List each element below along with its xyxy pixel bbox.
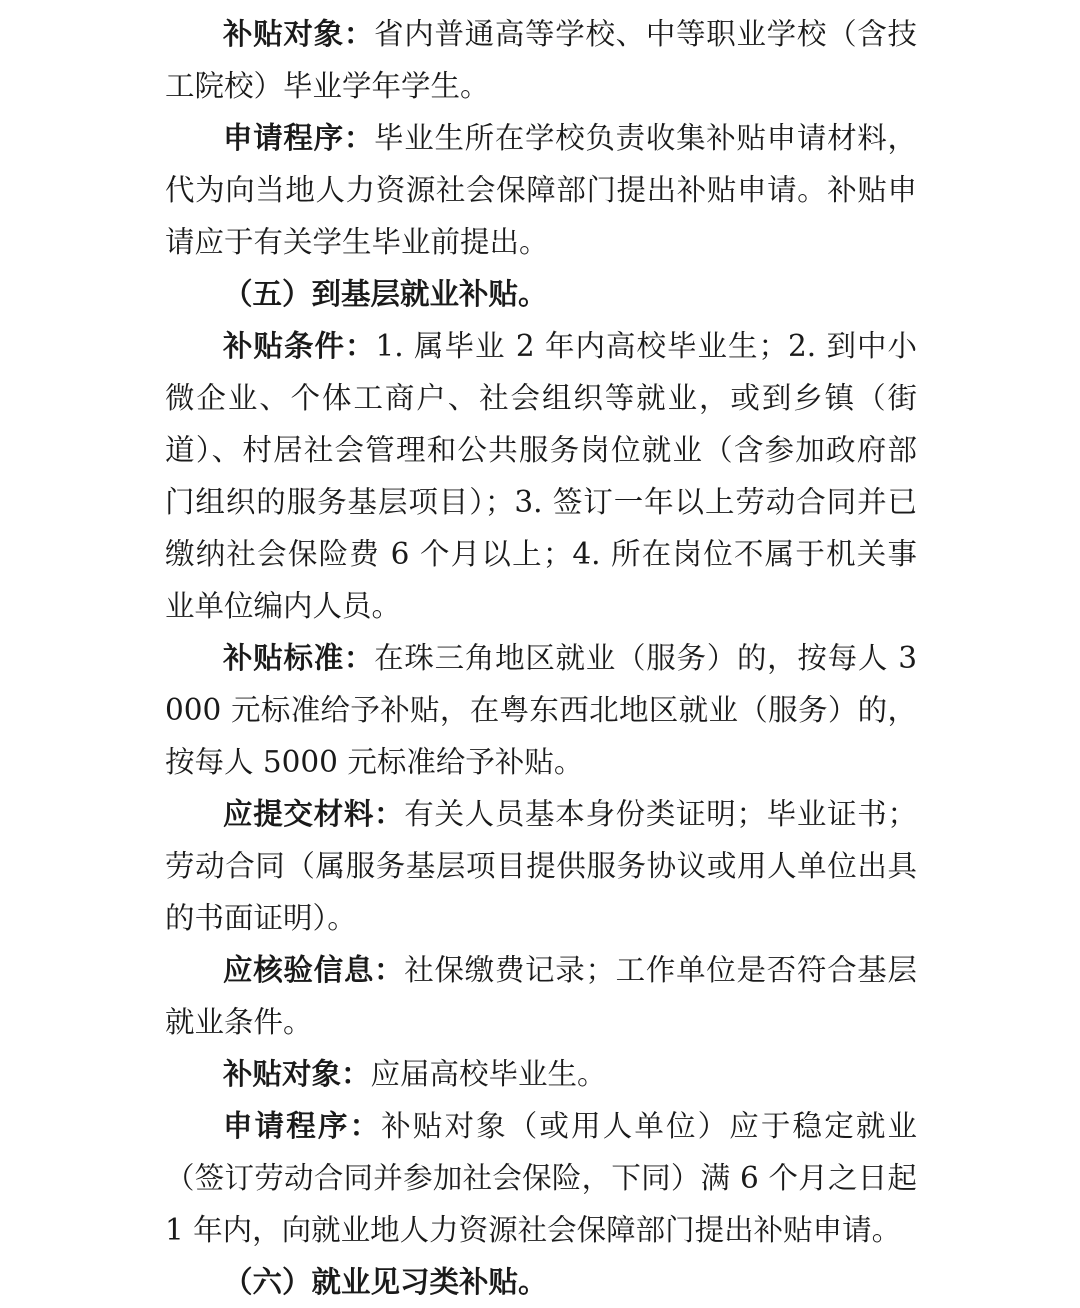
paragraph-text: 毕业生所在学校负责收集补贴申请材料，代为向当地人力资源社会保障部门提出补贴申请。补贴申请应于有关学生毕业前提出。: [165, 121, 917, 259]
paragraph-label: 申请程序：: [223, 121, 375, 155]
paragraph-label: 应核验信息：: [223, 953, 405, 987]
paragraph-text: 1. 属毕业 2 年内高校毕业生；2. 到中小微企业、个体工商户、社会组织等就业，或到乡镇（街道）、村居社会管理和公共服务岗位就业（含参加政府部门组织的服务基层项目）；3. 签订一年以上劳动合同并已缴纳社会保险费 6 个月以上；4. 所在岗位不属于机关事业单位编内人员。: [165, 329, 917, 623]
document-body: [165, 8, 917, 1308]
paragraph-subsidy-standard: [165, 632, 917, 788]
paragraph-subsidy-target: [165, 8, 917, 112]
paragraph-text: 补贴对象（或用人单位）应于稳定就业（签订劳动合同并参加社会保险，下同）满 6 个月之日起 1 年内，向就业地人力资源社会保障部门提出补贴申请。: [165, 1109, 917, 1247]
paragraph-text: 省内普通高等学校、中等职业学校（含技工院校）毕业学年学生。: [165, 17, 917, 103]
paragraph-text: 应届高校毕业生。: [370, 1057, 607, 1091]
paragraph-application-procedure: [165, 112, 917, 268]
paragraph-label: 补贴条件：: [223, 329, 376, 363]
paragraph-subsidy-conditions: [165, 320, 917, 632]
paragraph-text: 有关人员基本身份类证明；毕业证书；劳动合同（属服务基层项目提供服务协议或用人单位出具的书面证明）。: [165, 797, 917, 935]
paragraph-label: 申请程序：: [223, 1109, 382, 1143]
paragraph-required-materials: [165, 788, 917, 944]
section-heading-grassroots-subsidy: （五）到基层就业补贴。: [223, 277, 548, 311]
section-heading-internship-subsidy: （六）就业见习类补贴。: [223, 1265, 548, 1299]
paragraph-verification-info: [165, 944, 917, 1048]
paragraph-subsidy-target-2: [165, 1048, 917, 1100]
paragraph-text: 在珠三角地区就业（服务）的，按每人 3000 元标准给予补贴，在粤东西北地区就业（服务）的，按每人 5000 元标准给予补贴。: [165, 641, 917, 779]
paragraph-label: 补贴对象：: [223, 17, 375, 51]
paragraph-text: 社保缴费记录；工作单位是否符合基层就业条件。: [165, 953, 917, 1039]
paragraph-label: 补贴标准：: [223, 641, 375, 675]
paragraph-label: 应提交材料：: [223, 797, 405, 831]
paragraph-application-procedure-2: [165, 1100, 917, 1256]
paragraph-label: 补贴对象：: [223, 1057, 371, 1091]
